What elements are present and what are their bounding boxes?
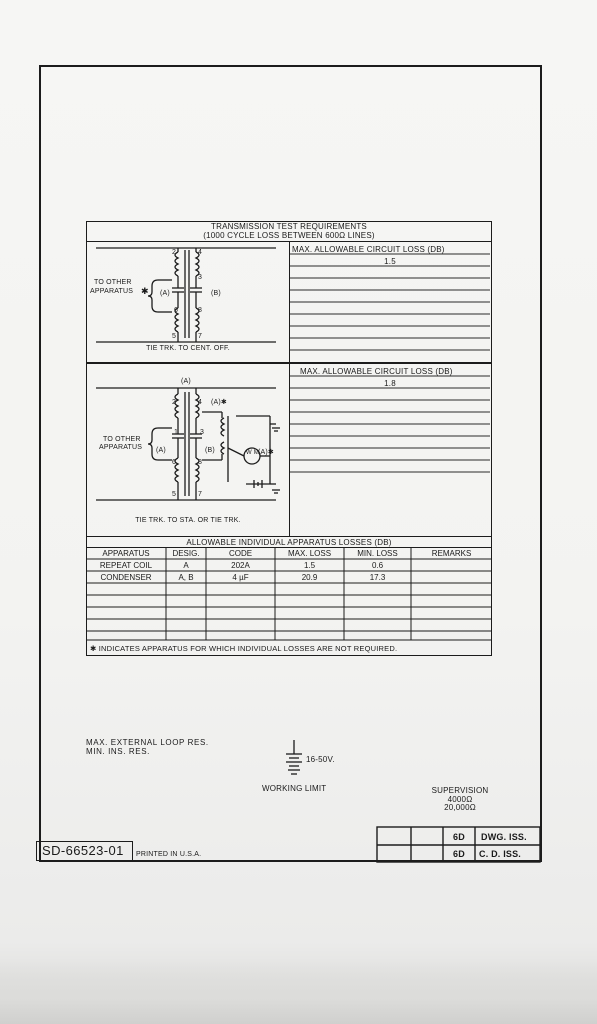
to-other-line1: TO OTHER bbox=[94, 279, 132, 286]
to-other-2-line2: APPARATUS bbox=[99, 444, 143, 451]
label-a-1: (A) bbox=[160, 290, 170, 297]
cell-min-loss: 0.6 bbox=[371, 561, 384, 570]
label-b-1: (B) bbox=[211, 290, 221, 297]
svg-text:5: 5 bbox=[172, 491, 176, 498]
cell-apparatus: REPEAT COIL bbox=[99, 561, 153, 570]
col-code: CODE bbox=[228, 549, 253, 558]
svg-text:3: 3 bbox=[200, 429, 204, 436]
working-limit: WORKING LIMIT bbox=[262, 784, 327, 793]
printed-in-usa: PRINTED IN U.S.A. bbox=[136, 851, 202, 858]
svg-text:4: 4 bbox=[198, 399, 202, 406]
table-footnote: ✱ INDICATES APPARATUS FOR WHICH INDIVIDUAL LOSSES ARE NOT REQUIRED. bbox=[90, 644, 398, 653]
drawing-number: SD-66523-01 bbox=[42, 843, 124, 858]
svg-text:3: 3 bbox=[198, 274, 202, 281]
svg-text:7: 7 bbox=[198, 491, 202, 498]
cell-apparatus: CONDENSER bbox=[100, 573, 152, 582]
to-other-line2: APPARATUS bbox=[90, 288, 134, 295]
col-remarks: REMARKS bbox=[431, 549, 472, 558]
star-marker-1: ✱ bbox=[141, 286, 149, 296]
cell-desig: A bbox=[183, 561, 189, 570]
dwg-iss-label: DWG. ISS. bbox=[481, 832, 527, 842]
label-a-star: (A)✱ bbox=[211, 399, 227, 406]
col-max-loss: MAX. LOSS bbox=[287, 549, 332, 558]
loss-value-2: 1.8 bbox=[384, 379, 396, 388]
cell-max-loss: 20.9 bbox=[301, 573, 318, 582]
loss-rules-1 bbox=[290, 254, 492, 362]
cell-max-loss: 1.5 bbox=[303, 561, 316, 570]
to-other-2-line1: TO OTHER bbox=[103, 436, 141, 443]
scan-shadow bbox=[0, 960, 597, 1024]
losses-table-title: ALLOWABLE INDIVIDUAL APPARATUS LOSSES (DB) bbox=[186, 538, 392, 547]
col-desig: DESIG. bbox=[172, 549, 200, 558]
cell-code: 4 µF bbox=[232, 573, 249, 582]
loss-header-1: MAX. ALLOWABLE CIRCUIT LOSS (DB) bbox=[292, 245, 445, 254]
dwg-iss-value: 6D bbox=[453, 832, 465, 842]
meter-label: W M bbox=[246, 450, 259, 456]
svg-text:4: 4 bbox=[198, 249, 202, 256]
label-a-left: (A) bbox=[156, 447, 166, 454]
svg-text:6: 6 bbox=[174, 307, 178, 314]
svg-text:8: 8 bbox=[198, 307, 202, 314]
circuit-1-schematic bbox=[86, 242, 290, 362]
svg-text:7: 7 bbox=[198, 333, 202, 340]
test-subtitle: (1000 CYCLE LOSS BETWEEN 600Ω LINES) bbox=[203, 231, 375, 240]
min-ins-res: MIN. INS. RES. bbox=[86, 747, 150, 756]
cd-iss-value: 6D bbox=[453, 849, 465, 859]
cell-min-loss: 17.3 bbox=[369, 573, 386, 582]
caption-2: TIE TRK. TO STA. OR TIE TRK. bbox=[135, 517, 241, 524]
svg-text:6: 6 bbox=[172, 459, 176, 466]
voltage-label: 16-50V. bbox=[306, 755, 335, 764]
label-a-top: (A) bbox=[181, 378, 191, 385]
svg-text:1: 1 bbox=[174, 429, 178, 436]
label-a-right: (A)✱ bbox=[258, 449, 274, 456]
loss-header-2: MAX. ALLOWABLE CIRCUIT LOSS (DB) bbox=[300, 367, 453, 376]
supervision-value-1: 4000Ω bbox=[447, 795, 473, 804]
supervision-label: SUPERVISION bbox=[431, 786, 489, 795]
svg-text:5: 5 bbox=[172, 333, 176, 340]
test-title: TRANSMISSION TEST REQUIREMENTS bbox=[211, 222, 367, 231]
col-min-loss: MIN. LOSS bbox=[357, 549, 398, 558]
battery-ground-symbol bbox=[284, 740, 304, 780]
svg-text:2: 2 bbox=[172, 399, 176, 406]
col-apparatus: APPARATUS bbox=[102, 549, 150, 558]
caption-1: TIE TRK. TO CENT. OFF. bbox=[146, 345, 230, 352]
loss-value-1: 1.5 bbox=[384, 257, 396, 266]
loss-rules-2 bbox=[290, 376, 492, 476]
cd-iss-label: C. D. ISS. bbox=[479, 849, 522, 859]
label-b-2: (B) bbox=[205, 447, 215, 454]
supervision-value-2: 20,000Ω bbox=[444, 803, 476, 812]
cell-code: 202A bbox=[231, 561, 250, 570]
svg-text:2: 2 bbox=[172, 249, 176, 256]
svg-text:8: 8 bbox=[198, 459, 202, 466]
cell-desig: A, B bbox=[178, 573, 194, 582]
max-external-loop: MAX. EXTERNAL LOOP RES. bbox=[86, 738, 209, 747]
